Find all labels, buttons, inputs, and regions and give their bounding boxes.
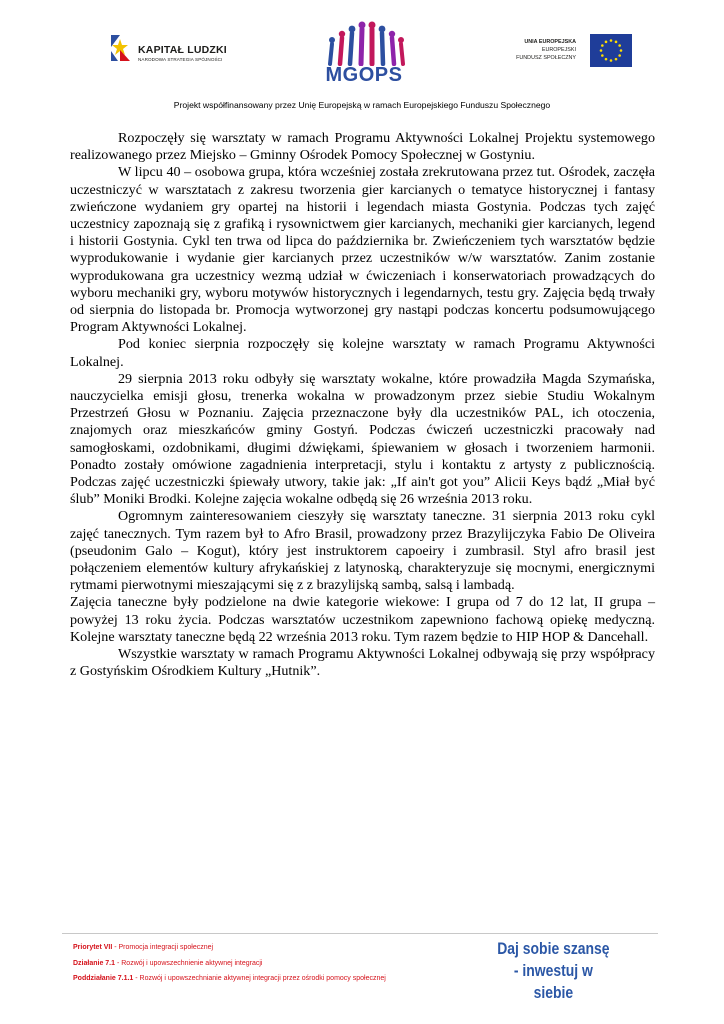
eu-star-icon (605, 58, 608, 61)
eu-line-2: EUROPEJSKI (541, 47, 576, 53)
people-figures-icon (322, 20, 408, 66)
eu-text (516, 38, 576, 62)
eu-star-icon (610, 39, 613, 42)
cofinancing-note: Projekt współfinansowany przez Unię Europejską w ramach Europejskiego Funduszu Społecznego (173, 100, 551, 110)
footer-priorytet: Priorytet VII - Promocja integracji społecznej (73, 944, 214, 951)
paragraph-new-workshops: Pod koniec sierpnia rozpoczęły się kolejne warsztaty w ramach Programu Aktywności Lokalnej. (70, 336, 655, 370)
eu-line-1: UNIA EUROPEJSKA (524, 39, 576, 45)
paragraph-dance: Ogromnym zainteresowaniem cieszyły się warsztaty taneczne. 31 sierpnia 2013 roku cykl zajęć tanecznych. Tym razem był to Afro Brasil, prowadzony przez Brazylijczyka Fabio De Oliveira (pseudonim Galo – Kogut), który jest instruktorem capoeiry i zumbrasil. Styl afro brasil jest połączeniem elementów kultury afrykańskiej z latynoską, charakteryzuje się mocnymi, energicznymi rytmami pierwotnymi mieszającymi się z z brazylijską sambą, salsą i lambadą. (70, 508, 655, 594)
paragraph-intro: Rozpoczęły się warsztaty w ramach Programu Aktywności Lokalnej Projektu systemowego realizowanego przez Miejsko – Gminny Ośrodek Pomocy Społecznej w Gostyniu. (70, 130, 655, 164)
eu-star-icon (601, 54, 604, 57)
eu-line-3: FUNDUSZ SPOŁECZNY (516, 55, 576, 61)
slogan-line-1: Daj sobie szansę (497, 939, 610, 958)
mgops-logo (318, 20, 410, 86)
mgops-name: MGOPS (325, 64, 403, 86)
paragraph-vocal: 29 sierpnia 2013 roku odbyły się warsztaty wokalne, które prowadziła Magda Szymańska, nauczycielka emisji głosu, trenerka wokalna w prowadzonym przez siebie Studiu Wokalnym Przestrzeń Głosu w Poznaniu. Zajęcia przeznaczone były dla uczestników PAL, ich otoczenia, znajomych oraz mieszkańców gminy Gostyń. Podczas ćwiczeń uczestniczki pracowały nad samogłoskami, ozdobnikami, długimi dźwiękami, śpiewaniem w głosach i tworzeniem harmonii. Ponadto zostały omówione zagadnienia interpretacji, stylu i kontaktu z artysty z publicznością. Podczas zajęć uczestniczki śpiewały utwory, takie jak: „If ain't got you” Alicii Keys bądź „Miał być ślub” Moniki Brodki. Kolejne zajęcia wokalne odbędą się 26 września 2013 roku. (70, 370, 655, 508)
eu-star-icon (618, 54, 621, 57)
eu-star-icon (601, 44, 604, 47)
slogan (496, 938, 611, 1004)
footer-dzialanie: Działanie 7.1 - Rozwój i upowszechnienie aktywnej integracji (73, 959, 263, 967)
kapital-ludzki-star-icon (108, 33, 132, 63)
footer-program-info (73, 940, 386, 987)
eu-star-icon (605, 41, 608, 44)
eu-star-icon (620, 49, 623, 52)
paragraph-closing: Wszystkie warsztaty w ramach Programu Aktywności Lokalnej odbywają się przy współpracy z Gostyńskim Ośrodkiem Kultury „Hutnik”. (70, 646, 655, 680)
eu-flag-icon (590, 34, 632, 67)
eu-star-icon (610, 59, 613, 62)
paragraph-dance-groups: Zajęcia taneczne były podzielone na dwie kategorie wiekowe: I grupa od 7 do 12 lat, II grupa – powyżej 13 roku życia. Podczas warsztatów uczestnikom zapewniono fachową opiekę medyczną. Kolejne warsztaty taneczne będą 22 września 2013 roku. Tym razem będzie to HIP HOP & Dancehall. (70, 594, 655, 645)
article-body (70, 130, 655, 681)
eu-star-icon (618, 44, 621, 47)
kapital-ludzki-title: KAPITAŁ LUDZKI (138, 44, 227, 56)
footer-divider (62, 933, 658, 934)
slogan-line-2: - inwestuj w siebie (513, 961, 593, 1002)
kapital-ludzki-subtitle: NARODOWA STRATEGIA SPÓJNOŚCI (138, 57, 223, 62)
paragraph-card-games: W lipcu 40 – osobowa grupa, która wcześniej została zrekrutowana przez tut. Ośrodek, zaczęła uczestniczyć w warsztatach z zakresu tworzenia gier karcianych o tematyce historycznej i fantasy zwieńczone wydaniem gry opartej na historii i legendach miasta Gostynia. Podczas tych zajęć uczestnicy zapoznają się z grafiką i rysownictwem gier karcianych, mechaniki gier karcianych, legend i historii Gostynia. Cykl ten trwa od lipca do października br. Zwieńczeniem tych warsztatów będzie wyprodukowanie i wydanie gier karcianych przez uczestników w/w warsztatów. Zanim zostanie wyprodukowana gra uczestnicy wezmą udział w ćwiczeniach i konserwatoriach prowadzących do wyboru mechaniki gry, wyboru motywów historycznych i legendarnych, testu gry. Zajęcia będą trwały od sierpnia do listopada br. Promocja wytworzonej gry nastąpi podczas koncertu podsumowującego Program Aktywności Lokalnej. (70, 164, 655, 336)
eu-star-icon (600, 49, 603, 52)
footer-poddzialanie: Poddziałanie 7.1.1 - Rozwój i upowszechnianie aktywnej integracji przez ośrodki pomocy społecznej (73, 975, 386, 982)
eu-star-icon (615, 41, 618, 44)
kapital-ludzki-logo (108, 33, 238, 71)
eu-star-icon (615, 58, 618, 61)
eu-logo (504, 31, 632, 71)
